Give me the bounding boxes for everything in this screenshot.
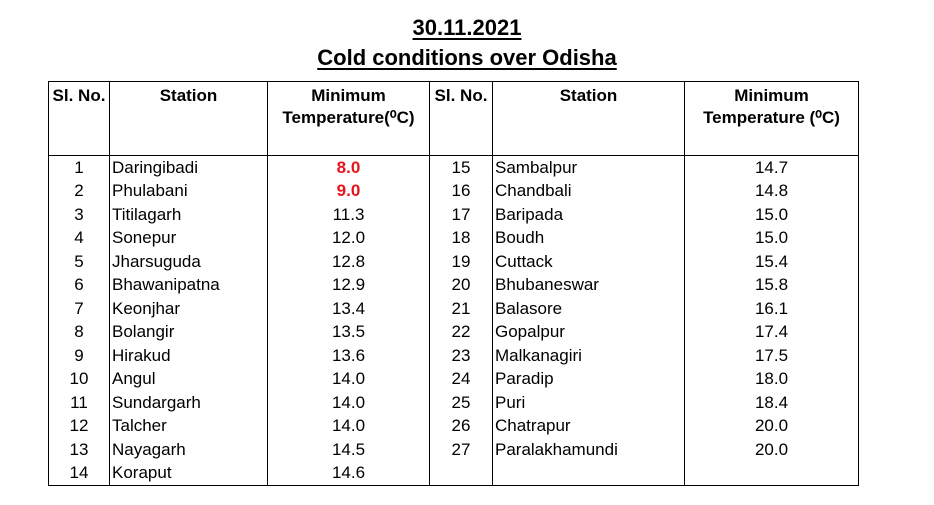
- station-cell: Hirakud: [110, 344, 268, 368]
- station-cell: Nayagarh: [110, 438, 268, 462]
- min-temp-cell: 12.9: [268, 274, 430, 298]
- station-cell: Daringibadi: [110, 156, 268, 180]
- sl-no-cell: 8: [49, 321, 110, 345]
- station-cell: Chatrapur: [493, 415, 685, 439]
- min-temp-cell: 15.0: [685, 227, 859, 251]
- report-date: 30.11.2021: [412, 15, 522, 40]
- station-cell: Keonjhar: [110, 297, 268, 321]
- min-temp-cell: 14.0: [268, 391, 430, 415]
- min-temp-cell: 14.7: [685, 156, 859, 180]
- station-cell: Gopalpur: [493, 321, 685, 345]
- sl-no-cell: 27: [430, 438, 493, 462]
- min-temp-cell: 11.3: [268, 203, 430, 227]
- table-row: [49, 415, 859, 439]
- sl-no-cell: 23: [430, 344, 493, 368]
- min-temp-cell: 13.4: [268, 297, 430, 321]
- station-cell: Titilagarh: [110, 203, 268, 227]
- header-station: Station: [110, 82, 268, 156]
- min-temp-cell: 17.4: [685, 321, 859, 345]
- min-temp-cell: [685, 462, 859, 486]
- station-cell: Boudh: [493, 227, 685, 251]
- sl-no-cell: 4: [49, 227, 110, 251]
- min-temp-cell: 20.0: [685, 438, 859, 462]
- station-cell: Jharsuguda: [110, 250, 268, 274]
- station-cell: Cuttack: [493, 250, 685, 274]
- sl-no-cell: 2: [49, 180, 110, 204]
- station-cell: Balasore: [493, 297, 685, 321]
- sl-no-cell: 20: [430, 274, 493, 298]
- min-temp-cell: 18.4: [685, 391, 859, 415]
- sl-no-cell: 9: [49, 344, 110, 368]
- sl-no-cell: 15: [430, 156, 493, 180]
- sl-no-cell: 18: [430, 227, 493, 251]
- min-temp-cell: 13.6: [268, 344, 430, 368]
- sl-no-cell: 22: [430, 321, 493, 345]
- header-min-temp: Minimum Temperature(⁰C): [268, 82, 430, 156]
- min-temp-cell: 20.0: [685, 415, 859, 439]
- min-temp-cell: 14.0: [268, 368, 430, 392]
- station-cell: Bhubaneswar: [493, 274, 685, 298]
- station-cell: Baripada: [493, 203, 685, 227]
- station-cell: Puri: [493, 391, 685, 415]
- min-temp-cell: 18.0: [685, 368, 859, 392]
- min-temp-cell: 16.1: [685, 297, 859, 321]
- table-row: [49, 250, 859, 274]
- station-cell: [493, 462, 685, 486]
- table-row: [49, 368, 859, 392]
- min-temp-cell: 14.0: [268, 415, 430, 439]
- header-station: Station: [493, 82, 685, 156]
- table-row: [49, 391, 859, 415]
- table-row: [49, 227, 859, 251]
- sl-no-cell: 10: [49, 368, 110, 392]
- sl-no-cell: 14: [49, 462, 110, 486]
- min-temp-cell: 14.5: [268, 438, 430, 462]
- station-cell: Paradip: [493, 368, 685, 392]
- min-temp-cell: 14.6: [268, 462, 430, 486]
- report-title: Cold conditions over Odisha: [317, 45, 617, 70]
- sl-no-cell: 21: [430, 297, 493, 321]
- sl-no-cell: 6: [49, 274, 110, 298]
- header-sl-no: Sl. No.: [430, 82, 493, 156]
- sl-no-cell: 13: [49, 438, 110, 462]
- sl-no-cell: 3: [49, 203, 110, 227]
- station-cell: Chandbali: [493, 180, 685, 204]
- sl-no-cell: 19: [430, 250, 493, 274]
- station-cell: Phulabani: [110, 180, 268, 204]
- station-cell: Sambalpur: [493, 156, 685, 180]
- sl-no-cell: 25: [430, 391, 493, 415]
- temperature-table: [48, 81, 859, 486]
- table-row: [49, 297, 859, 321]
- station-cell: Malkanagiri: [493, 344, 685, 368]
- station-cell: Bhawanipatna: [110, 274, 268, 298]
- min-temp-cell: 14.8: [685, 180, 859, 204]
- station-cell: Bolangir: [110, 321, 268, 345]
- sl-no-cell: 7: [49, 297, 110, 321]
- table-row: [49, 274, 859, 298]
- station-cell: Talcher: [110, 415, 268, 439]
- table-row: [49, 156, 859, 180]
- station-cell: Angul: [110, 368, 268, 392]
- min-temp-cell: 15.8: [685, 274, 859, 298]
- station-cell: Koraput: [110, 462, 268, 486]
- sl-no-cell: 1: [49, 156, 110, 180]
- min-temp-cell: 12.0: [268, 227, 430, 251]
- sl-no-cell: 5: [49, 250, 110, 274]
- sl-no-cell: 26: [430, 415, 493, 439]
- min-temp-cell: 17.5: [685, 344, 859, 368]
- min-temp-cell: 12.8: [268, 250, 430, 274]
- sl-no-cell: 17: [430, 203, 493, 227]
- header-sl-no: Sl. No.: [49, 82, 110, 156]
- table-row: [49, 321, 859, 345]
- min-temp-cell: 13.5: [268, 321, 430, 345]
- min-temp-cell: 15.4: [685, 250, 859, 274]
- min-temp-cell: 8.0: [268, 156, 430, 180]
- table-header-row: [49, 82, 859, 156]
- header-min-temp: Minimum Temperature (⁰C): [685, 82, 859, 156]
- table-row: [49, 203, 859, 227]
- table-row: [49, 180, 859, 204]
- table-row: [49, 438, 859, 462]
- sl-no-cell: 12: [49, 415, 110, 439]
- table-row: [49, 344, 859, 368]
- table-row: [49, 462, 859, 486]
- station-cell: Sundargarh: [110, 391, 268, 415]
- min-temp-cell: 15.0: [685, 203, 859, 227]
- sl-no-cell: 24: [430, 368, 493, 392]
- min-temp-cell: 9.0: [268, 180, 430, 204]
- sl-no-cell: 11: [49, 391, 110, 415]
- station-cell: Sonepur: [110, 227, 268, 251]
- sl-no-cell: 16: [430, 180, 493, 204]
- station-cell: Paralakhamundi: [493, 438, 685, 462]
- sl-no-cell: [430, 462, 493, 486]
